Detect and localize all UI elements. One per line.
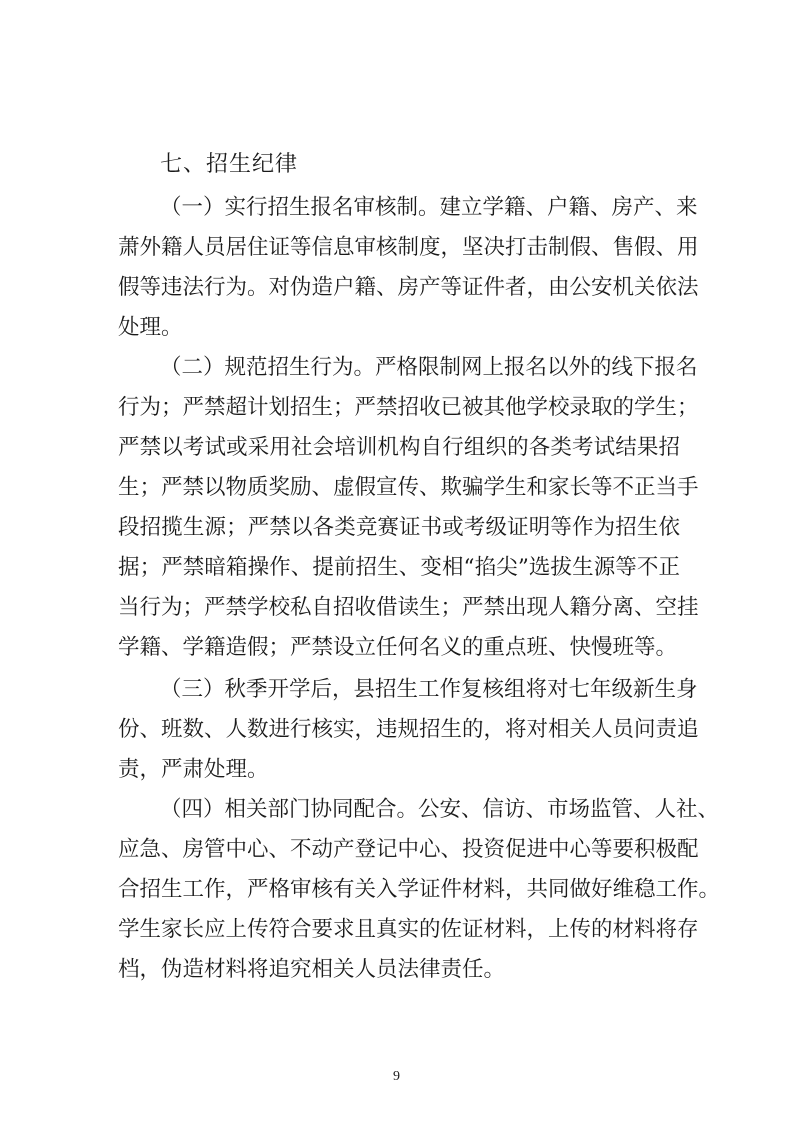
paragraph-2-line-5: 段招揽生源；严禁以各类竞赛证书或考级证明等作为招生依 [118,515,680,540]
paragraph-3-line-3: 责，严肃处理。 [118,757,269,782]
paragraph-2-line-4: 生；严禁以物质奖励、虚假宣传、欺骗学生和家长等不正当手 [118,475,699,500]
paragraph-2-line-1: （二）规范招生行为。严格限制网上报名以外的线下报名 [160,355,698,380]
paragraph-2-line-6: 据；严禁暗箱操作、提前招生、变相“掐尖”选拔生源等不正 [118,555,680,580]
section-title: 七、招生纪律 [160,152,299,177]
paragraph-1-line-4: 处理。 [118,315,183,340]
paragraph-4-line-1: （四）相关部门协同配合。公安、信访、市场监管、人社、 [160,797,720,822]
paragraph-1-line-3: 假等违法行为。对伪造户籍、房产等证件者，由公安机关依法 [118,275,699,300]
paragraph-2-line-8: 学籍、学籍造假；严禁设立任何名义的重点班、快慢班等。 [118,635,678,660]
paragraph-4-line-4: 学生家长应上传符合要求且真实的佐证材料，上传的材料将存 [118,917,699,942]
paragraph-4-line-2: 应急、房管中心、不动产登记中心、投资促进中心等要积极配 [118,837,699,862]
paragraph-1-line-1: （一）实行招生报名审核制。建立学籍、户籍、房产、来 [160,195,698,220]
paragraph-2-line-3: 严禁以考试或采用社会培训机构自行组织的各类考试结果招 [118,435,680,460]
paragraph-4-line-3: 合招生工作，严格审核有关入学证件材料，共同做好维稳工作。 [118,877,721,902]
paragraph-2-line-7: 当行为；严禁学校私自招收借读生；严禁出现人籍分离、空挂 [118,595,699,620]
paragraph-3-line-2: 份、班数、人数进行核实，违规招生的，将对相关人员问责追 [118,717,699,742]
paragraph-4-line-5: 档，伪造材料将追究相关人员法律责任。 [118,957,506,982]
page-number: 9 [393,1069,400,1084]
paragraph-2-line-2: 行为；严禁超计划招生；严禁招收已被其他学校录取的学生； [118,395,699,420]
paragraph-1-line-2: 萧外籍人员居住证等信息审核制度，坚决打击制假、售假、用 [118,235,699,260]
paragraph-3-line-1: （三）秋季开学后，县招生工作复核组将对七年级新生身 [160,677,698,702]
